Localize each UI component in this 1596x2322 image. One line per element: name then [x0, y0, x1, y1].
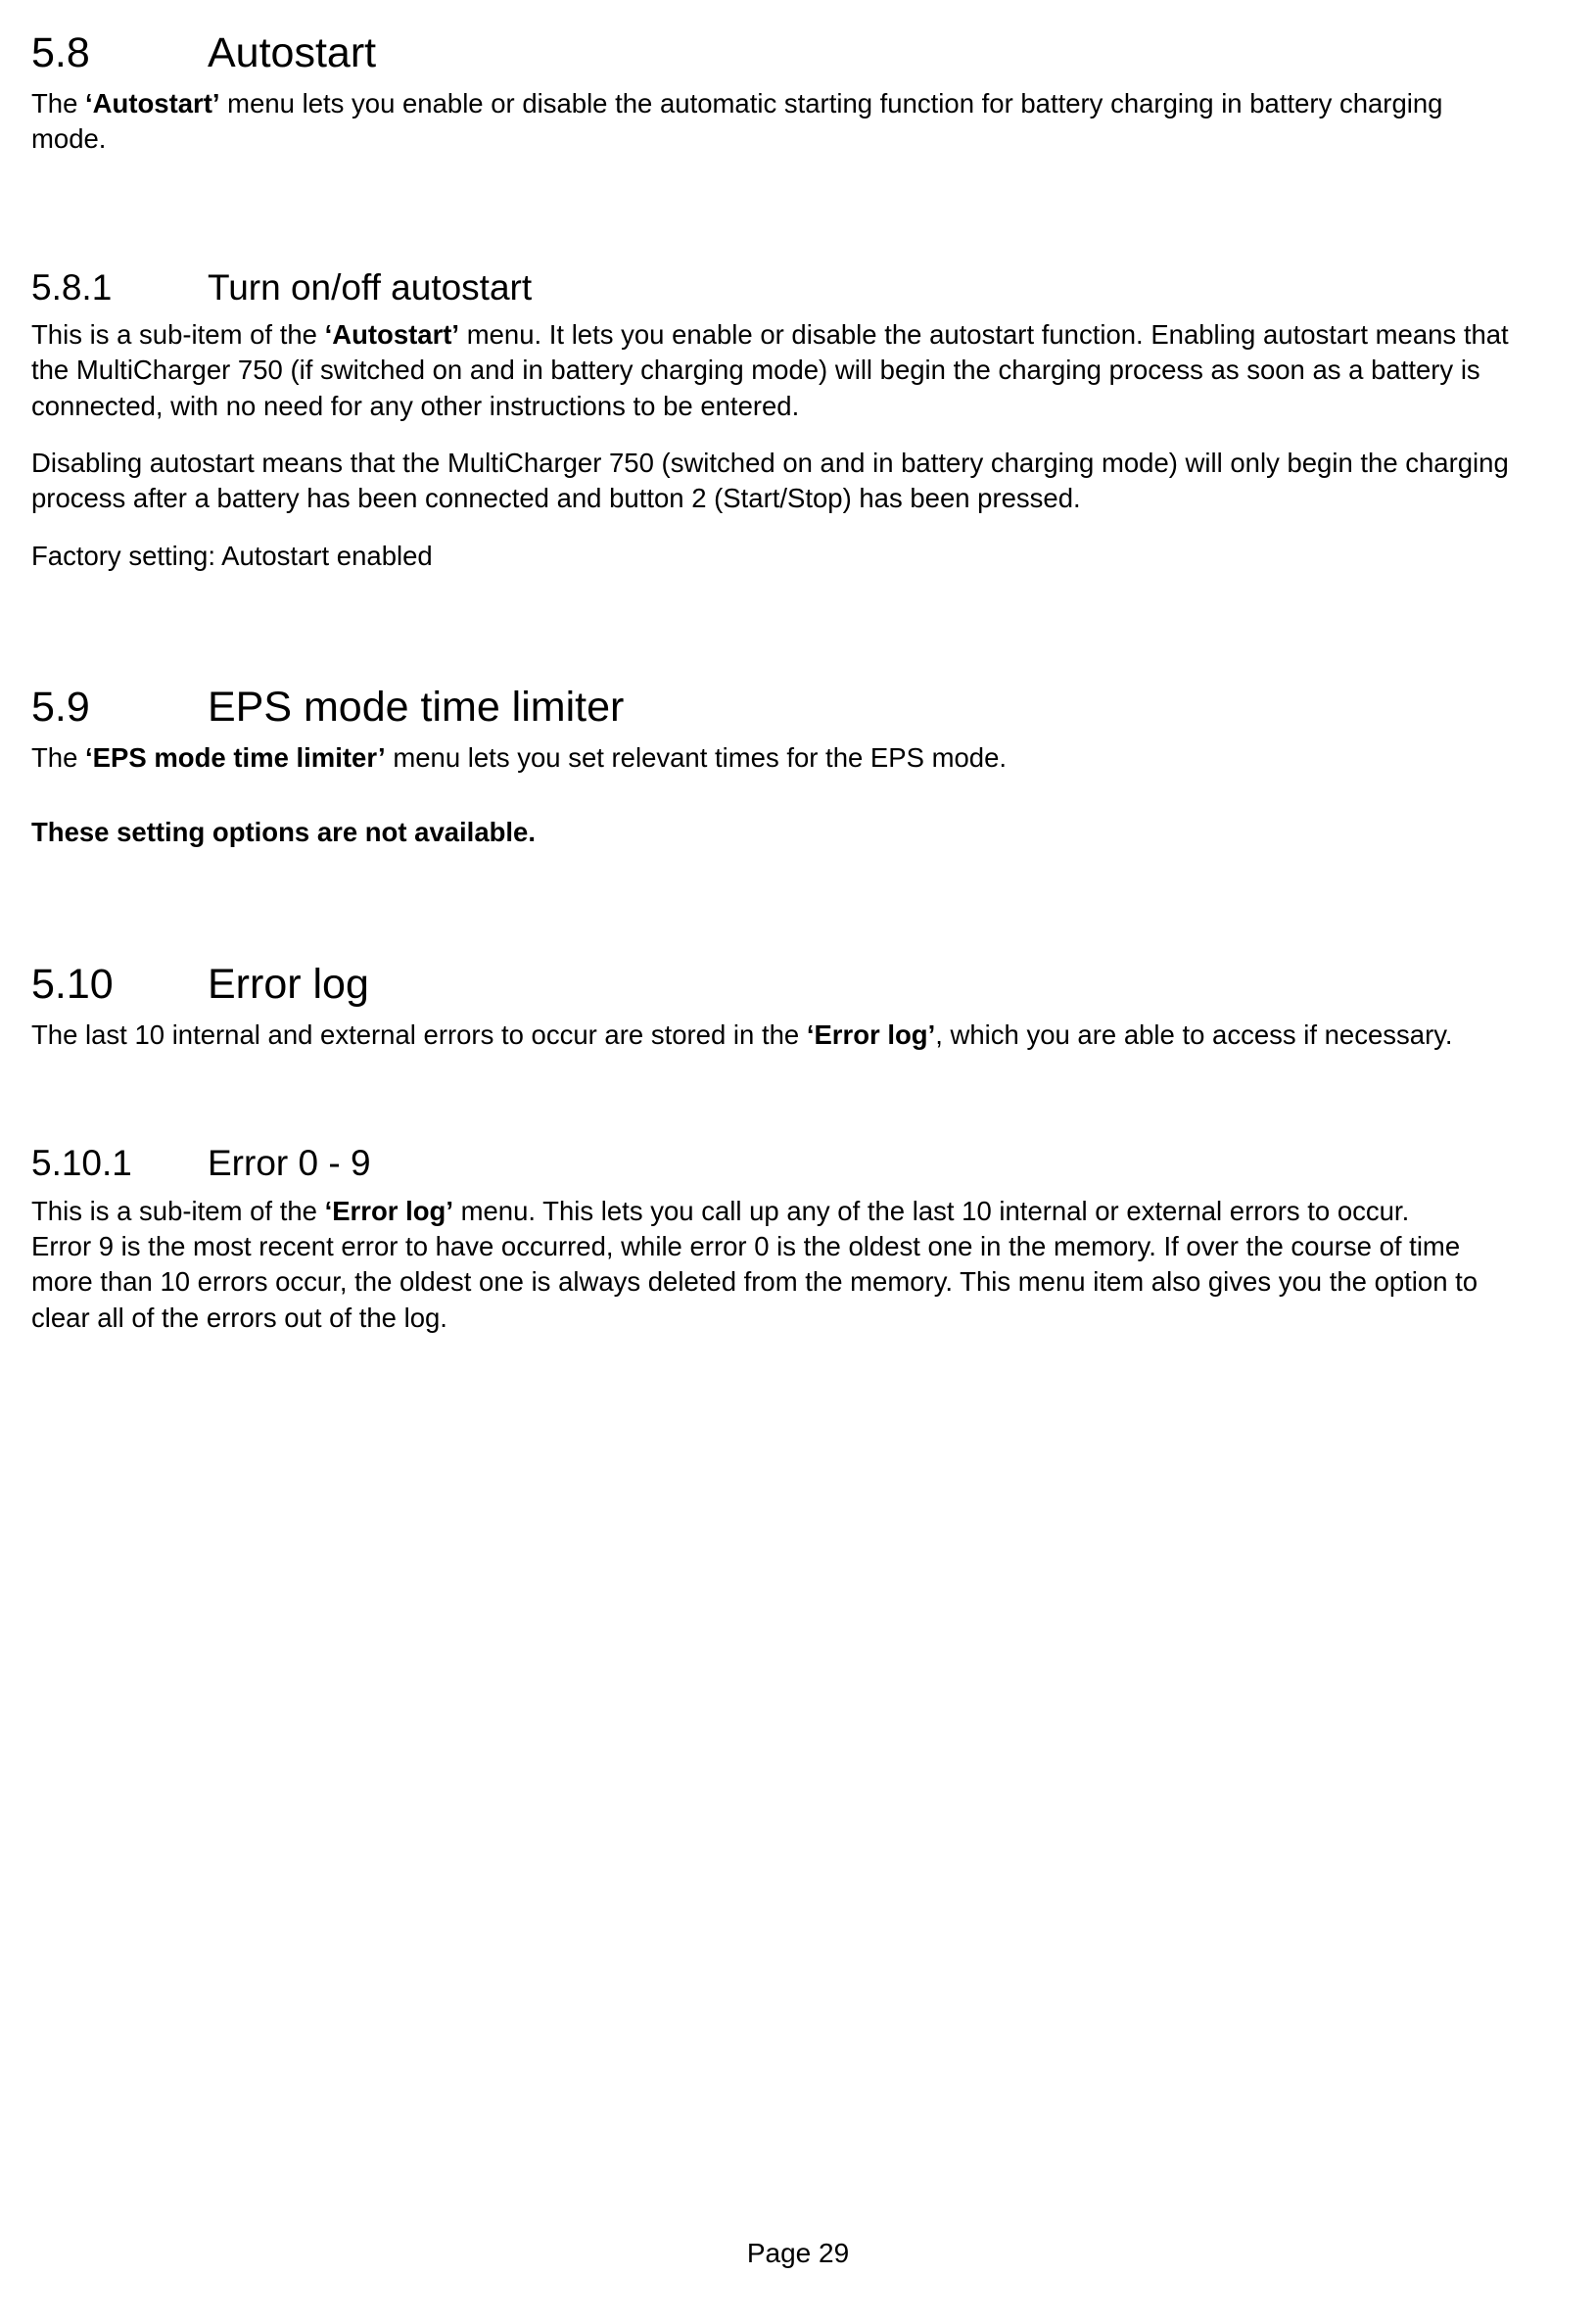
section-number: 5.10 [31, 960, 114, 1008]
section-body-5-8 [31, 86, 1520, 158]
section-number: 5.8.1 [31, 266, 113, 308]
spacer [31, 158, 1520, 267]
spacer [31, 776, 1520, 815]
spacer [31, 1053, 1520, 1143]
section-number: 5.9 [31, 683, 90, 731]
section-body-5-9 [31, 740, 1520, 851]
section-title: Error log [208, 960, 369, 1008]
section-heading-5-8 [31, 29, 1520, 76]
section-title: Autostart [208, 29, 377, 76]
paragraph: The last 10 internal and external errors to occur are stored in the ‘Error log’, which you are able to access if necessary. [31, 1019, 1453, 1050]
section-heading-5-9 [31, 684, 1520, 731]
paragraph: The ‘EPS mode time limiter’ menu lets you set relevant times for the EPS mode. [31, 742, 1008, 774]
paragraph: Error 9 is the most recent error to have occurred, while error 0 is the oldest one in the memory. If over the course of time more than 10 errors occur, the oldest one is always deleted from the memory. This menu item also gives you the option to clear all of the errors out of the log. [31, 1230, 1479, 1333]
spacer [31, 517, 1520, 539]
paragraph: Disabling autostart means that the MultiCharger 750 (switched on and in battery charging mode) will only begin the charging process after a battery has been connected and button 2 (Start/Stop) has been pressed. [31, 448, 1509, 514]
section-heading-5-10-1 [31, 1143, 1520, 1183]
page-footer: Page 29 [746, 2238, 850, 2268]
paragraph-emphasis: These setting options are not available. [31, 817, 536, 848]
paragraph: This is a sub-item of the ‘Autostart’ menu. It lets you enable or disable the autostart function. Enabling autostart means that the MultiCharger 750 (if switched on and in battery charging mode) will begin the charging process as soon as a battery is connected, with no need for any other instructions to be entered. [31, 319, 1509, 421]
paragraph: The ‘Autostart’ menu lets you enable or disable the automatic starting function for battery charging in battery charging mode. [31, 88, 1443, 155]
section-title: Turn on/off autostart [208, 266, 533, 308]
spacer [31, 574, 1520, 684]
section-body-5-10 [31, 1018, 1520, 1053]
spacer [31, 424, 1520, 446]
section-body-5-8-1 [31, 317, 1520, 574]
section-heading-5-10 [31, 961, 1520, 1008]
spacer [31, 851, 1520, 961]
section-heading-5-8-1 [31, 267, 1520, 308]
section-number: 5.10.1 [31, 1143, 132, 1184]
section-title: Error 0 - 9 [208, 1143, 371, 1184]
section-number: 5.8 [31, 29, 90, 76]
section-title: EPS mode time limiter [208, 683, 625, 731]
section-body-5-10-1 [31, 1194, 1520, 1336]
paragraph: Factory setting: Autostart enabled [31, 540, 433, 571]
paragraph: This is a sub-item of the ‘Error log’ menu. This lets you call up any of the last 10 internal or external errors to occur. [31, 1195, 1410, 1226]
